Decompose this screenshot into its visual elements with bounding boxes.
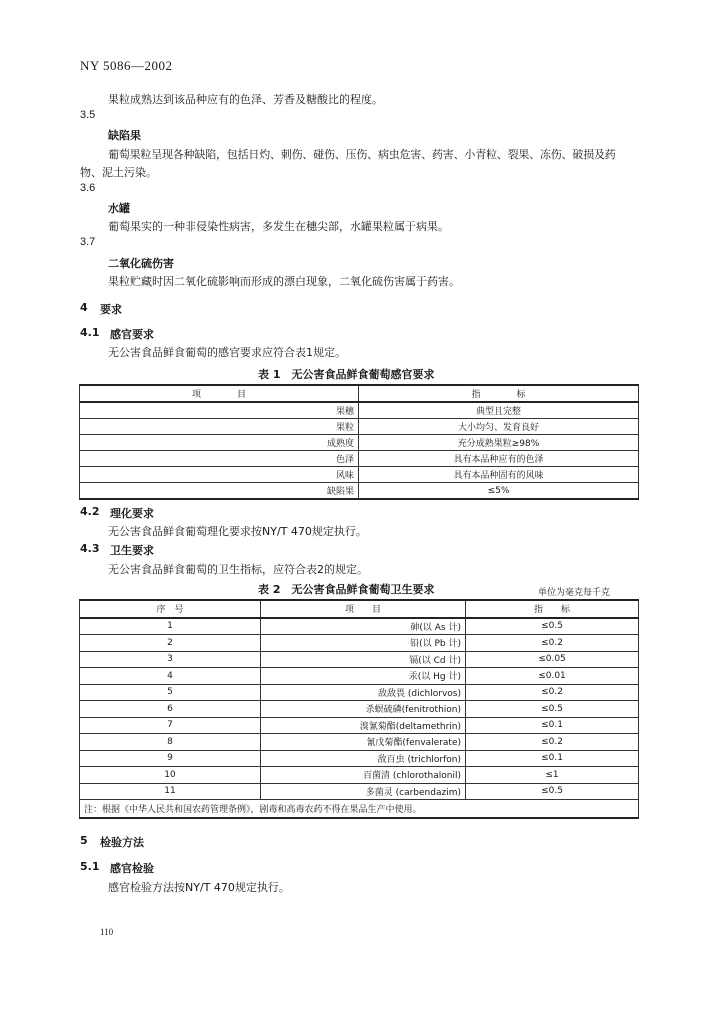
table-row bbox=[80, 451, 639, 467]
table1-index-cell: 具有本品种应有的色泽 bbox=[359, 451, 639, 467]
table-row bbox=[80, 467, 639, 483]
table-row bbox=[80, 668, 639, 685]
table2-index-cell: ≤0.1 bbox=[466, 717, 639, 734]
table2-index-cell: ≤1 bbox=[466, 767, 639, 784]
table2-index-cell: ≤0.2 bbox=[466, 635, 639, 652]
table-row bbox=[80, 635, 639, 652]
table2-item-cell: 百菌清 (chlorothalonil) bbox=[261, 767, 466, 784]
table2-no-cell: 8 bbox=[80, 734, 261, 751]
table2 bbox=[79, 599, 639, 819]
table2-item-cell: 镉(以 Cd 计) bbox=[261, 651, 466, 668]
sec43-number: 4.3 bbox=[80, 542, 100, 555]
table2-header-index: 指 标 bbox=[466, 600, 639, 618]
sec43-title: 卫生要求 bbox=[110, 544, 154, 557]
table2-no-cell: 6 bbox=[80, 701, 261, 718]
table1-index-cell: 具有本品种固有的风味 bbox=[359, 467, 639, 483]
sec36-text: 葡萄果实的一种非侵染性病害，多发生在穗尖部，水罐果粒属于病果。 bbox=[108, 220, 449, 233]
table2-no-cell: 4 bbox=[80, 668, 261, 685]
sec42-title: 理化要求 bbox=[110, 507, 154, 520]
table-row bbox=[80, 734, 639, 751]
table2-item-cell: 汞(以 Hg 计) bbox=[261, 668, 466, 685]
sec4-title: 要求 bbox=[100, 303, 122, 316]
table1-index-cell: 大小均匀、发育良好 bbox=[359, 419, 639, 435]
table2-index-cell: ≤0.2 bbox=[466, 684, 639, 701]
table-row bbox=[80, 717, 639, 734]
table-row bbox=[80, 618, 639, 635]
table2-header-item: 项 目 bbox=[261, 600, 466, 618]
table-row bbox=[80, 701, 639, 718]
sec35-title: 缺陷果 bbox=[108, 129, 141, 142]
sec42-text: 无公害食品鲜食葡萄理化要求按NY/T 470规定执行。 bbox=[108, 525, 367, 538]
sec4-number: 4 bbox=[80, 301, 88, 314]
table1-item-cell: 成熟度 bbox=[80, 435, 359, 451]
table2-item-cell: 铅(以 Pb 计) bbox=[261, 635, 466, 652]
table-row bbox=[80, 767, 639, 784]
table-row bbox=[80, 651, 639, 668]
table1-header-item: 项 目 bbox=[80, 385, 359, 402]
page-number: 110 bbox=[100, 927, 114, 937]
table2-no-cell: 7 bbox=[80, 717, 261, 734]
table1-index-cell: 充分成熟果粒≥98% bbox=[359, 435, 639, 451]
sec41-title: 感官要求 bbox=[110, 328, 154, 341]
sec37-number: 3.7 bbox=[80, 236, 96, 248]
table2-item-cell: 砷(以 As 计) bbox=[261, 618, 466, 635]
sec35-text-line2: 物、泥土污染。 bbox=[80, 166, 157, 179]
table-row bbox=[80, 684, 639, 701]
table2-no-cell: 5 bbox=[80, 684, 261, 701]
table2-index-cell: ≤0.1 bbox=[466, 750, 639, 767]
table1-item-cell: 缺陷果 bbox=[80, 483, 359, 500]
table2-index-cell: ≤0.5 bbox=[466, 618, 639, 635]
table1-item-cell: 风味 bbox=[80, 467, 359, 483]
table2-unit: 单位为毫克每千克 bbox=[538, 588, 611, 598]
sec35-number: 3.5 bbox=[80, 109, 96, 121]
table1 bbox=[79, 384, 639, 500]
table2-item-cell: 敌百虫 (trichlorfon) bbox=[261, 750, 466, 767]
sec35-text-line1: 葡萄果粒呈现各种缺陷，包括日灼、刺伤、碰伤、压伤、病虫危害、药害、小青粒、裂果、冻伤、破损及药 bbox=[108, 148, 616, 161]
table-note-row bbox=[80, 800, 639, 819]
table2-index-cell: ≤0.5 bbox=[466, 783, 639, 800]
sec42-number: 4.2 bbox=[80, 505, 100, 518]
table1-item-cell: 果粒 bbox=[80, 419, 359, 435]
sec43-text: 无公害食品鲜食葡萄的卫生指标，应符合表2的规定。 bbox=[108, 563, 368, 576]
table1-index-cell: ≤5% bbox=[359, 483, 639, 500]
table1-item-cell: 果穗 bbox=[80, 402, 359, 419]
sec34-text: 果粒成熟达到该品种应有的色泽、芳香及糖酸比的程度。 bbox=[108, 93, 383, 106]
table2-no-cell: 3 bbox=[80, 651, 261, 668]
table2-no-cell: 1 bbox=[80, 618, 261, 635]
sec41-number: 4.1 bbox=[80, 326, 100, 339]
sec36-title: 水罐 bbox=[108, 202, 130, 215]
table2-no-cell: 10 bbox=[80, 767, 261, 784]
table2-note: 注：根据《中华人民共和国农药管理条例》，剧毒和高毒农药不得在果品生产中使用。 bbox=[80, 800, 639, 819]
table1-caption: 表 1 无公害食品鲜食葡萄感官要求 bbox=[258, 368, 435, 381]
table-row bbox=[80, 402, 639, 419]
sec51-text: 感官检验方法按NY/T 470规定执行。 bbox=[108, 881, 290, 894]
table2-index-cell: ≤0.2 bbox=[466, 734, 639, 751]
sec51-title: 感官检验 bbox=[110, 862, 154, 875]
table2-item-cell: 多菌灵 (carbendazim) bbox=[261, 783, 466, 800]
sec36-number: 3.6 bbox=[80, 182, 96, 194]
table2-item-cell: 溴氰菊酯(deltamethrin) bbox=[261, 717, 466, 734]
sec37-title: 二氧化硫伤害 bbox=[108, 257, 174, 270]
table-row bbox=[80, 783, 639, 800]
table1-header-index: 指 标 bbox=[359, 385, 639, 402]
table-row bbox=[80, 750, 639, 767]
table-row bbox=[80, 483, 639, 500]
sec51-number: 5.1 bbox=[80, 860, 100, 873]
table-row bbox=[80, 435, 639, 451]
table2-no-cell: 11 bbox=[80, 783, 261, 800]
sec5-title: 检验方法 bbox=[100, 836, 144, 849]
table1-item-cell: 色泽 bbox=[80, 451, 359, 467]
sec37-text: 果粒贮藏时因二氧化硫影响而形成的漂白现象，二氧化硫伤害属于药害。 bbox=[108, 275, 460, 288]
sec5-number: 5 bbox=[80, 834, 88, 847]
standard-number: NY 5086—2002 bbox=[80, 58, 173, 73]
table2-index-cell: ≤0.05 bbox=[466, 651, 639, 668]
table2-item-cell: 敌敌畏 (dichlorvos) bbox=[261, 684, 466, 701]
table2-no-cell: 2 bbox=[80, 635, 261, 652]
table2-header-no: 序 号 bbox=[80, 600, 261, 618]
sec41-text: 无公害食品鲜食葡萄的感官要求应符合表1规定。 bbox=[108, 346, 346, 359]
table2-caption: 表 2 无公害食品鲜食葡萄卫生要求 bbox=[258, 583, 435, 596]
table2-no-cell: 9 bbox=[80, 750, 261, 767]
table-row bbox=[80, 419, 639, 435]
table2-item-cell: 杀螟硫磷(fenitrothion) bbox=[261, 701, 466, 718]
table2-item-cell: 氰戊菊酯(fenvalerate) bbox=[261, 734, 466, 751]
table1-index-cell: 典型且完整 bbox=[359, 402, 639, 419]
table2-index-cell: ≤0.01 bbox=[466, 668, 639, 685]
table2-index-cell: ≤0.5 bbox=[466, 701, 639, 718]
